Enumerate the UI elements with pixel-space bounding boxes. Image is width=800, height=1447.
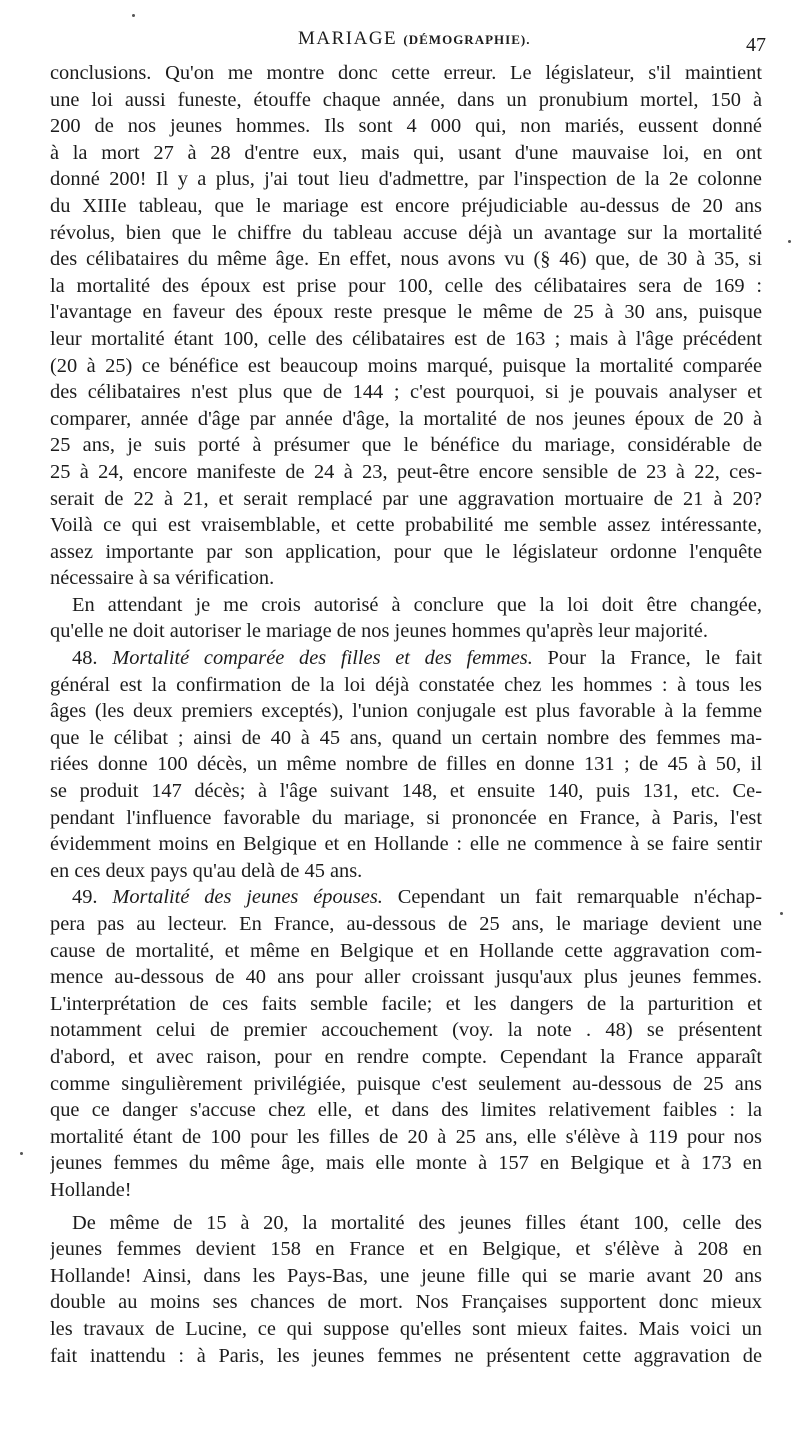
text-line: leur mortalité étant 100, celle des célibataires est de 163 ; mais à l'âge précédent [50, 327, 762, 350]
text-line: L'interprétation de ces faits semble facile; et les dangers de la parturition et [50, 992, 762, 1015]
text-line: (20 à 25) ce bénéfice est beaucoup moins marqué, puisque la mortalité comparée [50, 354, 762, 377]
text-line: Hollande! [50, 1178, 132, 1201]
text-line: des célibataires n'est plus que de 144 ; c'est pourquoi, si je pouvais analyser et [50, 381, 762, 404]
section-48-first-line [50, 645, 762, 672]
text-line: d'abord, et avec raison, pour en rendre compte. Cependant la France apparaît [50, 1045, 762, 1068]
section-49 [50, 884, 762, 1203]
section-number: 48. [72, 647, 98, 670]
text-line: comme singulièrement privilégiée, puisque c'est seulement au-dessous de 25 ans [50, 1072, 762, 1095]
print-speck [132, 14, 135, 17]
text-line: fait inattendu : à Paris, les jeunes femmes ne présentent cette aggravation de [50, 1344, 762, 1367]
text-line: assez importante par son application, pour que le législateur ordonne l'enquête [50, 540, 762, 563]
section-48 [50, 645, 762, 884]
section-title: Mortalité comparée des filles et des femmes. [112, 647, 533, 670]
text-line: 25 à 24, encore manifeste de 24 à 23, peut-être encore sensible de 23 à 22, ces- [50, 460, 762, 483]
text-line: des célibataires du même âge. En effet, nous avons vu (§ 46) que, de 30 à 35, si [50, 248, 762, 271]
text-line: évidemment moins en Belgique et en Hollande : elle ne commence à se faire sentir [50, 833, 762, 856]
text-line: pendant l'influence favorable du mariage, si prononcée en France, à Paris, l'est [50, 806, 762, 829]
text-line: riées donne 100 décès, un même nombre de filles en donne 131 ; de 45 à 50, il [50, 753, 762, 776]
text-line: à la mort 27 à 28 d'entre eux, mais qui, usant d'une mauvaise loi, en ont [50, 141, 762, 164]
text-line: une loi aussi funeste, étouffe chaque année, dans un pronubium mortel, 150 à [50, 88, 762, 111]
text-line: mence au-dessous de 40 ans pour aller croissant jusqu'aux plus jeunes femmes. [50, 966, 762, 989]
text-line: jeunes femmes du même âge, mais elle monte à 157 en Belgique et à 173 en [50, 1152, 762, 1175]
text-line: 200 de nos jeunes hommes. Ils sont 4 000 qui, non mariés, eussent donné [50, 115, 762, 138]
text-line: que ce danger s'accuse chez elle, et dans des limites relativement faibles : la [50, 1099, 762, 1122]
paragraph-1 [50, 60, 762, 592]
paragraph-5 [50, 1210, 762, 1370]
text-line: Hollande! Ainsi, dans les Pays-Bas, une jeune fille qui se marie avant 20 ans [50, 1264, 762, 1287]
section-title: Mortalité des jeunes épouses. [112, 886, 383, 909]
text-line: jeunes femmes devient 158 en France et en Belgique, et s'élève à 208 en [50, 1238, 762, 1261]
text-line: âges (les deux premiers exceptés), l'union conjugale est plus favorable à la femme [50, 700, 762, 723]
page-number: 47 [746, 34, 766, 56]
running-head [0, 24, 800, 64]
text-line: pera pas au lecteur. En France, au-dessous de 25 ans, le mariage devient une [50, 913, 762, 935]
text-line: nécessaire à sa vérification. [50, 567, 275, 590]
text-line: En attendant je me crois autorisé à conclure que la loi doit être changée, [72, 593, 762, 616]
text-line: que le célibat ; ainsi de 40 à 45 ans, quand un certain nombre des femmes ma- [50, 726, 762, 749]
text-line: conclusions. Qu'on me montre donc cette erreur. Le législateur, s'il maintient [50, 62, 762, 84]
text-line: serait de 22 à 21, et serait remplacé par une aggravation mortuaire de 21 à 20? [50, 487, 762, 510]
text-line: les travaux de Lucine, ce qui suppose qu'elles sont mieux faites. Mais voici un [50, 1317, 762, 1340]
text-line: cause de mortalité, et même en Belgique et en Hollande cette aggravation com- [50, 939, 762, 962]
body-text [50, 60, 762, 1369]
running-head-title [298, 28, 530, 50]
text-line: se produit 147 décès; à l'âge suivant 148, et ensuite 140, puis 131, etc. Ce- [50, 780, 762, 803]
text-run: Cependant un fait remarquable n'échap- [382, 886, 762, 909]
text-line: donné 200! Il y a plus, j'ai tout lieu d'admettre, par l'inspection de la 2e colonne [50, 168, 762, 191]
text-line: Voilà ce qui est vraisemblable, et cette probabilité me semble assez intéressante, [50, 514, 762, 537]
text-line: notamment celui de premier accouchement (voy. la note . 48) se présentent [50, 1019, 762, 1042]
print-speck [780, 912, 783, 915]
section-49-first-line [50, 884, 762, 911]
paragraph-2 [50, 592, 762, 645]
text-line: du XIIIe tableau, que le mariage est encore préjudiciable au-dessus de 20 ans [50, 194, 762, 217]
running-head-main: MARIAGE [298, 28, 398, 49]
print-speck [20, 1152, 23, 1155]
text-line: De même de 15 à 20, la mortalité des jeunes filles étant 100, celle des [72, 1211, 762, 1234]
section-number: 49. [72, 886, 98, 909]
text-line: en ces deux pays qu'au delà de 45 ans. [50, 859, 363, 882]
text-line: l'avantage en faveur des époux reste presque le même de 25 à 30 ans, puisque [50, 301, 762, 324]
text-line: général est la confirmation de la loi déjà constatée chez les hommes : à tous les [50, 673, 762, 696]
running-head-sub: (DÉMOGRAPHIE). [403, 32, 531, 47]
text-line: qu'elle ne doit autoriser le mariage de nos jeunes hommes qu'après leur majorité. [50, 620, 708, 643]
text-line: double au moins ses chances de mort. Nos Françaises supportent donc mieux [50, 1291, 762, 1314]
text-run: Pour la France, le fait [532, 647, 762, 670]
text-line: la mortalité des époux est prise pour 100, celle des célibataires sera de 169 : [50, 274, 762, 297]
text-line: mortalité étant de 100 pour les filles de 20 à 25 ans, elle s'élève à 119 pour nos [50, 1125, 762, 1148]
text-line: comparer, année d'âge par année d'âge, la mortalité de nos jeunes époux de 20 à [50, 407, 762, 430]
print-speck [788, 240, 791, 243]
text-line: révolus, bien que le chiffre du tableau accuse déjà un avantage sur la mortalité [50, 221, 762, 244]
text-line: 25 ans, je suis porté à présumer que le bénéfice du mariage, considérable de [50, 434, 762, 457]
